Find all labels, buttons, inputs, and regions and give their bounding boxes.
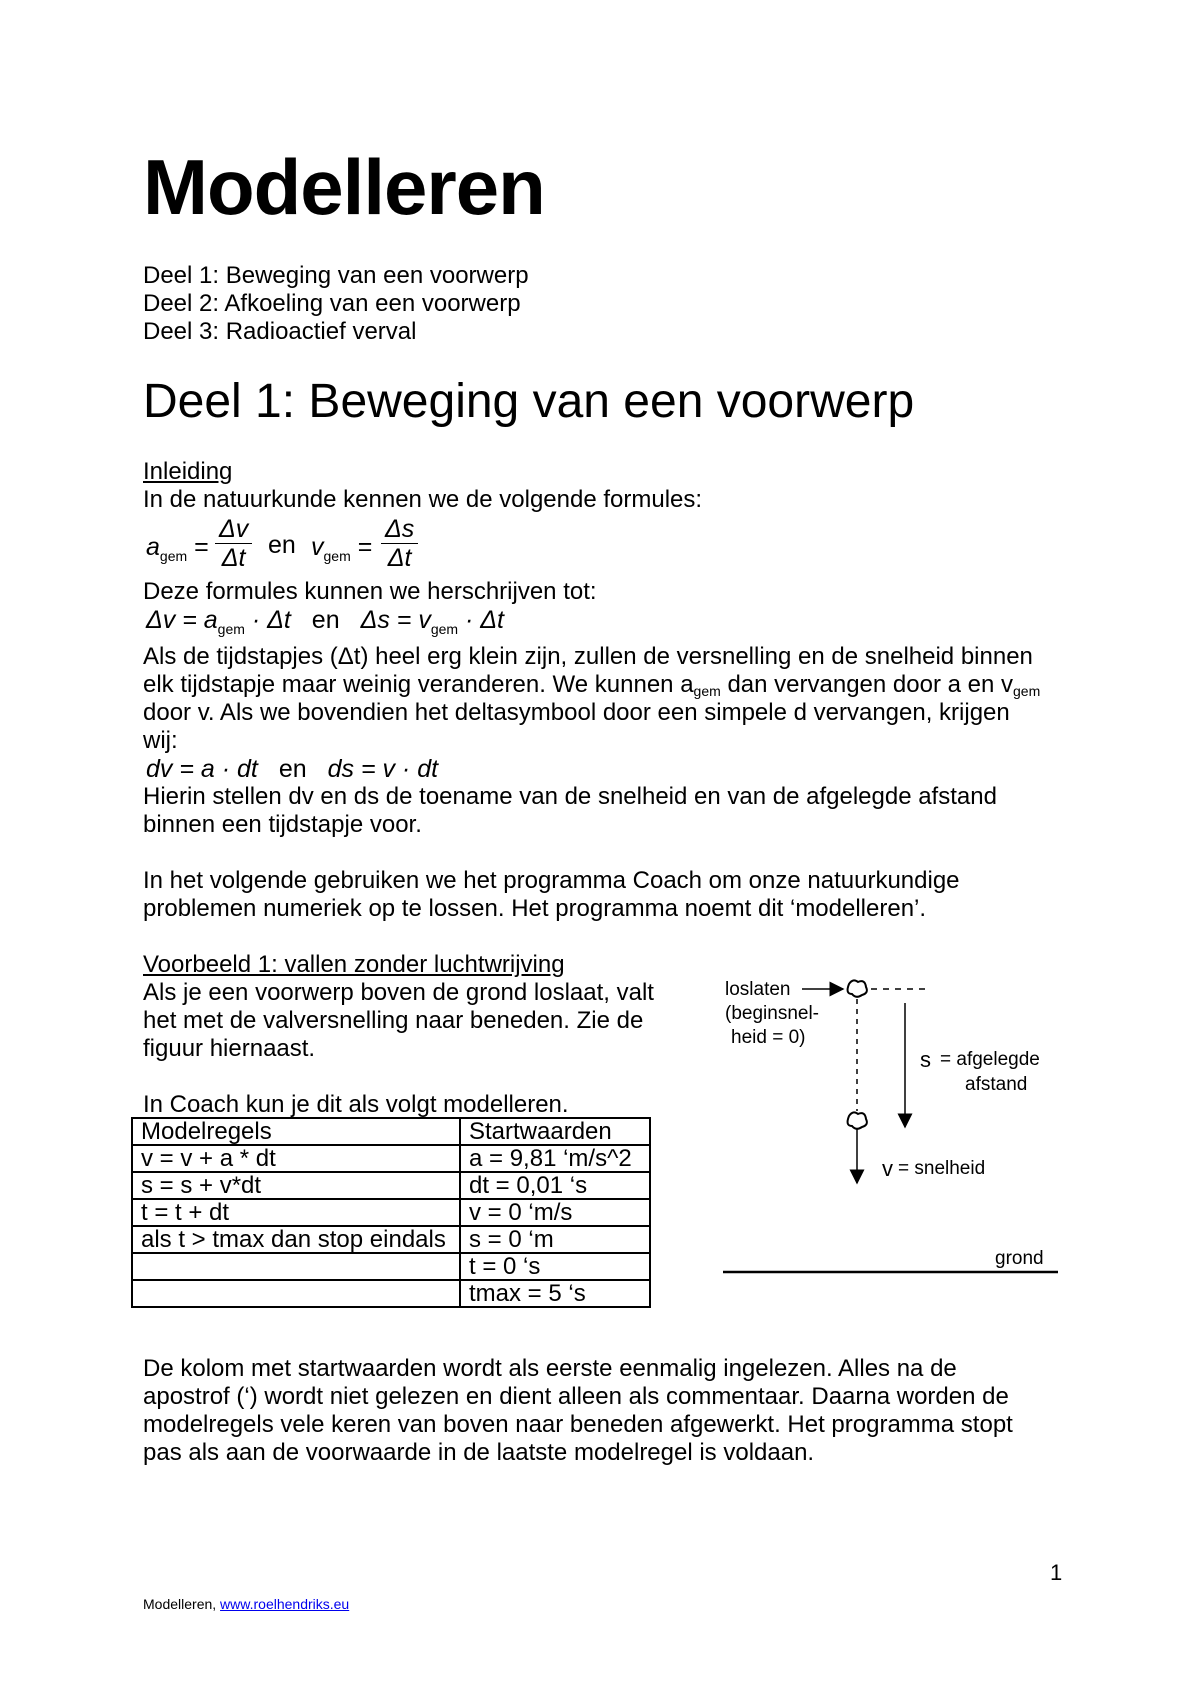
and-word: en: [311, 606, 340, 634]
paragraph-line: De kolom met startwaarden wordt als eerste eenmalig ingelezen. Alles na de: [143, 1355, 957, 1382]
label-v-desc: = snelheid: [898, 1158, 986, 1179]
paragraph-line: wij:: [143, 727, 178, 754]
toc-item: Deel 3: Radioactief verval: [143, 318, 417, 345]
falling-object-figure: [715, 975, 1075, 1285]
text-run: elk tijdstapje maar weinig veranderen. We kunnen a: [143, 671, 694, 698]
paragraph-line: figuur hiernaast.: [143, 1035, 316, 1062]
table-row: [132, 1172, 650, 1199]
label-beginsnelheid: heid = 0): [731, 1027, 806, 1048]
subscript: gem: [430, 621, 459, 637]
paragraph-line: pas als aan de voorwaarde in de laatste modelregel is voldaan.: [143, 1439, 815, 1466]
formula-part: Δv = a: [146, 606, 218, 634]
table-cell: v = 0 ‘m/s: [460, 1199, 650, 1226]
formula-differential: [146, 755, 438, 784]
table-cell: a = 9,81 ‘m/s^2: [460, 1145, 650, 1172]
denominator: Δt: [221, 544, 246, 572]
table-cell: [132, 1253, 460, 1280]
toc-item: Deel 2: Afkoeling van een voorwerp: [143, 290, 521, 317]
table-header: Startwaarden: [460, 1118, 650, 1145]
table-cell: s = 0 ‘m: [460, 1226, 650, 1253]
formula-part: · Δt: [244, 606, 291, 634]
formula-part: dv = a · dt: [146, 755, 258, 783]
table-cell: als t > tmax dan stop eindals: [132, 1226, 460, 1253]
text-run: dan vervangen door a en v: [720, 671, 1013, 698]
table-of-contents: [143, 262, 529, 346]
fraction-dv-dt: [215, 515, 252, 572]
table-row: [132, 1145, 650, 1172]
symbol-v: v: [311, 533, 324, 561]
intro-heading: Inleiding: [143, 458, 233, 485]
table-cell: dt = 0,01 ‘s: [460, 1172, 650, 1199]
table-row: [132, 1226, 650, 1253]
table-cell: v = v + a * dt: [132, 1145, 460, 1172]
table-cell: t = 0 ‘s: [460, 1253, 650, 1280]
subscript: gem: [693, 683, 721, 699]
paragraph-line: het met de valversnelling naar beneden. Zie de: [143, 1007, 644, 1034]
object-start-icon: [848, 980, 867, 996]
fraction-ds-dt: [381, 515, 418, 572]
label-beginsnelheid: (beginsnel-: [725, 1003, 819, 1024]
symbol-a: a: [146, 533, 160, 561]
paragraph-line: In Coach kun je dit als volgt modelleren.: [143, 1091, 569, 1118]
numerator: Δs: [385, 515, 415, 543]
footer-text: Modelleren,: [143, 1596, 221, 1612]
paragraph-line: Als de tijdstapjes (Δt) heel erg klein zijn, zullen de versnelling en de snelheid binnen: [143, 643, 1033, 670]
numerator: Δv: [219, 515, 249, 543]
table-cell: s = s + v*dt: [132, 1172, 460, 1199]
and-word: en: [268, 531, 296, 559]
table-row: [132, 1199, 650, 1226]
object-falling-icon: [848, 1112, 867, 1128]
formula-part: · Δt: [458, 606, 504, 634]
table-cell: [132, 1280, 460, 1307]
label-s: s: [920, 1047, 931, 1072]
formula-part: ds = v · dt: [327, 755, 439, 783]
paragraph: In de natuurkunde kennen we de volgende formules:: [143, 486, 703, 513]
table-row: [132, 1253, 650, 1280]
table-header-row: [132, 1118, 650, 1145]
subscript: gem: [217, 621, 245, 637]
label-loslaten: loslaten: [725, 979, 791, 1000]
example-heading: Voorbeeld 1: vallen zonder luchtwrijving: [143, 951, 565, 978]
paragraph-line: problemen numeriek op te lossen. Het programma noemt dit ‘modelleren’.: [143, 895, 927, 922]
page-title: Modelleren: [143, 143, 545, 231]
page-number: 1: [1050, 1560, 1063, 1585]
formula-part: Δs = v: [360, 606, 431, 634]
table-cell: tmax = 5 ‘s: [460, 1280, 650, 1307]
paragraph: Deze formules kunnen we herschrijven tot:: [143, 578, 597, 605]
paragraph-line: binnen een tijdstapje voor.: [143, 811, 422, 838]
paragraph-line: Als je een voorwerp boven de grond loslaat, valt: [143, 979, 654, 1006]
label-s-desc: afstand: [965, 1074, 1028, 1095]
paragraph-line: door v. Als we bovendien het deltasymbool door een simpele d vervangen, krijgen: [143, 699, 1010, 726]
paragraph-line: apostrof (‘) wordt niet gelezen en dient alleen als commentaar. Daarna worden de: [143, 1383, 1009, 1410]
label-grond: grond: [995, 1248, 1044, 1269]
footer-link[interactable]: www.roelhendriks.eu: [220, 1596, 350, 1612]
toc-item: Deel 1: Beweging van een voorwerp: [143, 262, 529, 289]
paragraph-line: Hierin stellen dv en ds de toename van de snelheid en van de afgelegde afstand: [143, 783, 997, 810]
table-row: [132, 1280, 650, 1307]
table-cell: t = t + dt: [132, 1199, 460, 1226]
subscript: gem: [323, 548, 351, 564]
paragraph-line: In het volgende gebruiken we het programma Coach om onze natuurkundige: [143, 867, 960, 894]
and-word: en: [278, 755, 307, 783]
section-heading: Deel 1: Beweging van een voorwerp: [143, 375, 915, 428]
page-footer: [143, 1596, 349, 1612]
coach-model-table: [131, 1117, 651, 1308]
table-header: Modelregels: [132, 1118, 460, 1145]
formula-rewritten: [146, 606, 504, 637]
subscript: gem: [1013, 683, 1041, 699]
label-v: v: [882, 1156, 893, 1181]
equals-sign: =: [194, 533, 209, 561]
subscript: gem: [159, 548, 188, 564]
equals-sign: =: [357, 533, 373, 561]
paragraph-line: modelregels vele keren van boven naar beneden afgewerkt. Het programma stopt: [143, 1411, 1013, 1438]
denominator: Δt: [387, 544, 412, 572]
label-s-desc: = afgelegde: [940, 1049, 1040, 1070]
